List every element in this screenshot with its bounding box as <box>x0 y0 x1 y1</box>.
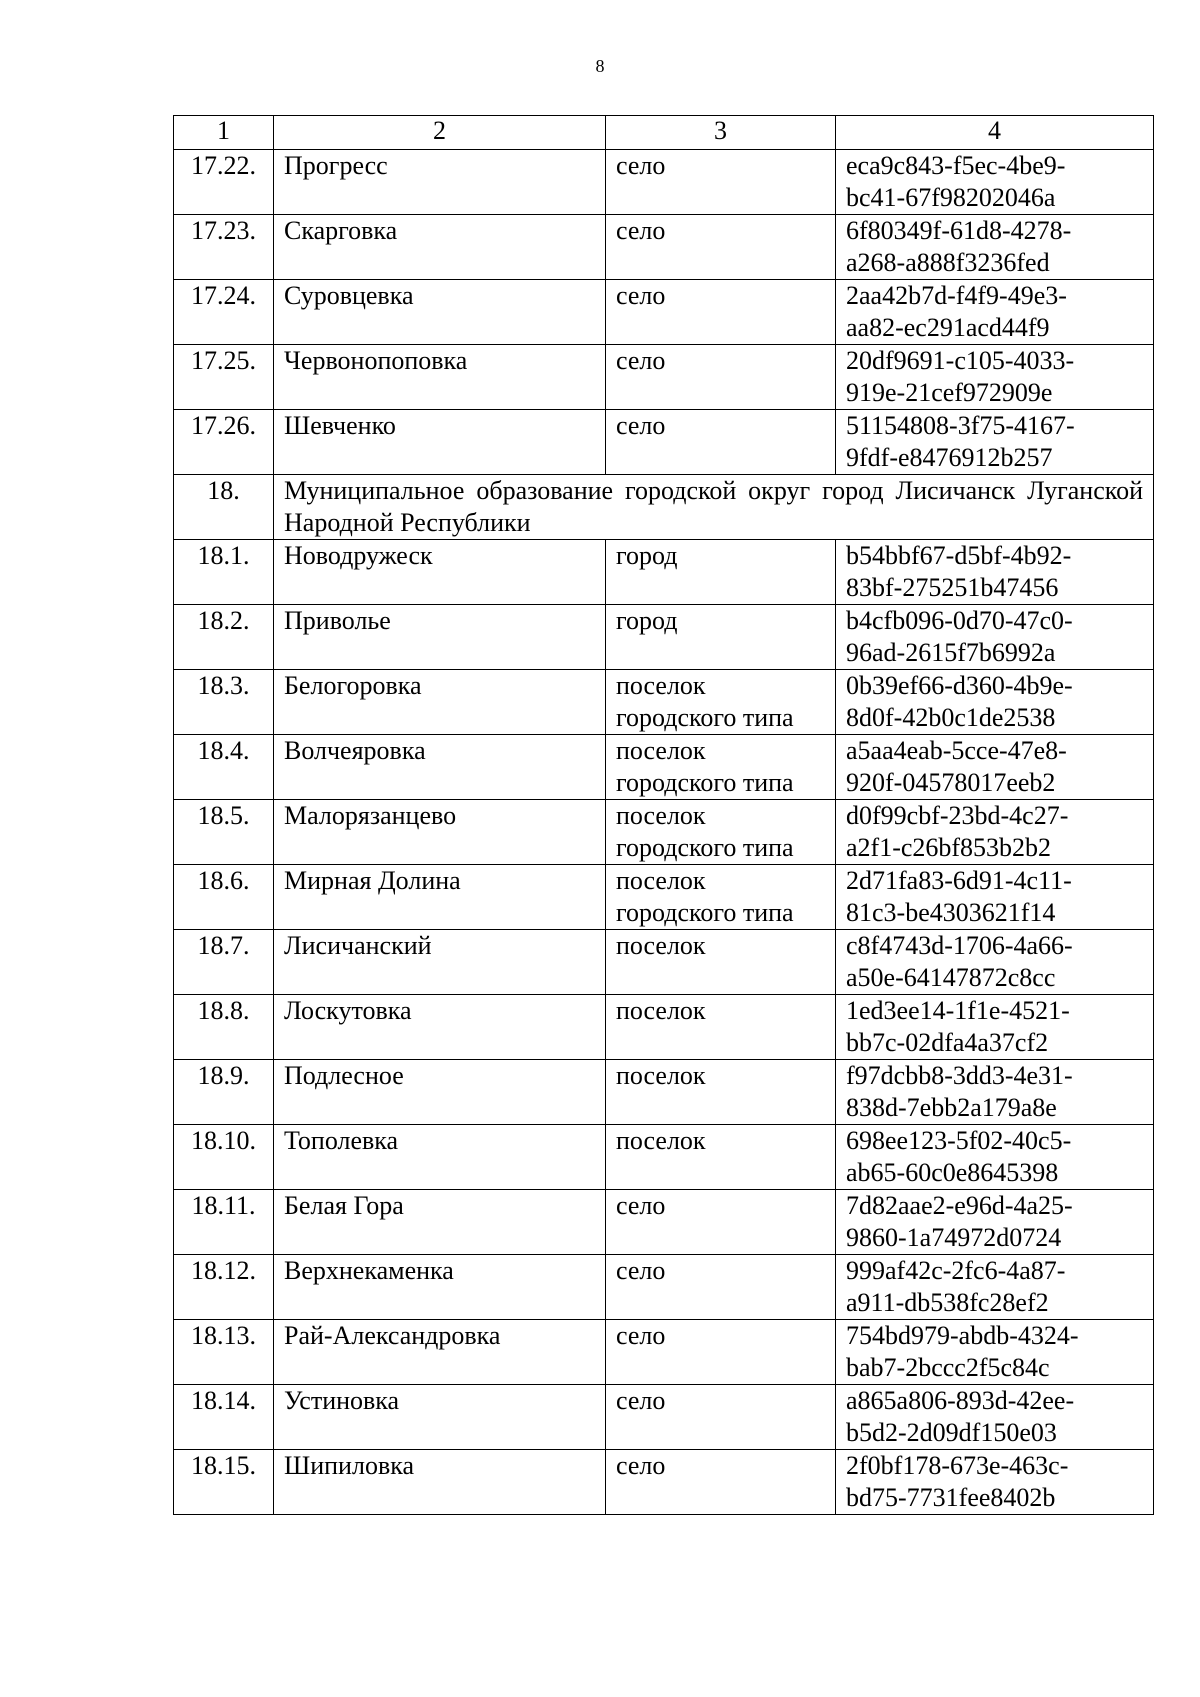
settlement-name: Мирная Долина <box>274 865 606 930</box>
row-number: 18.11. <box>174 1190 274 1255</box>
settlement-guid <box>836 930 1154 995</box>
settlement-guid <box>836 735 1154 800</box>
settlement-type: поселок городского типа <box>606 800 836 865</box>
guid-line-1: b4cfb096-0d70-47c0- <box>846 606 1073 635</box>
table-row <box>174 865 1154 930</box>
row-number: 18.2. <box>174 605 274 670</box>
settlement-guid <box>836 800 1154 865</box>
row-number: 17.26. <box>174 410 274 475</box>
settlement-guid <box>836 280 1154 345</box>
row-number: 18.15. <box>174 1450 274 1515</box>
row-number: 18.6. <box>174 865 274 930</box>
settlement-type: село <box>606 215 836 280</box>
settlement-name: Рай-Александровка <box>274 1320 606 1385</box>
settlement-type: поселок <box>606 1060 836 1125</box>
guid-line-1: 20df9691-c105-4033- <box>846 346 1075 375</box>
row-number: 18.14. <box>174 1385 274 1450</box>
table-row <box>174 410 1154 475</box>
table-row <box>174 1255 1154 1320</box>
settlement-name: Тополевка <box>274 1125 606 1190</box>
settlement-guid <box>836 605 1154 670</box>
settlement-type: город <box>606 605 836 670</box>
settlement-type: город <box>606 540 836 605</box>
table-row <box>174 735 1154 800</box>
guid-line-1: 754bd979-abdb-4324- <box>846 1321 1079 1350</box>
guid-line-2: 838d-7ebb2a179a8e <box>846 1093 1057 1122</box>
settlement-guid <box>836 1255 1154 1320</box>
guid-line-1: f97dcbb8-3dd3-4e31- <box>846 1061 1073 1090</box>
settlement-name: Лисичанский <box>274 930 606 995</box>
settlement-type: село <box>606 410 836 475</box>
settlement-name: Новодружеск <box>274 540 606 605</box>
guid-line-1: eca9c843-f5ec-4be9- <box>846 151 1066 180</box>
section-number: 18. <box>174 475 274 540</box>
settlement-name: Червонопоповка <box>274 345 606 410</box>
guid-line-1: 0b39ef66-d360-4b9e- <box>846 671 1073 700</box>
guid-line-1: 999af42c-2fc6-4a87- <box>846 1256 1066 1285</box>
settlement-guid <box>836 995 1154 1060</box>
settlement-name: Подлесное <box>274 1060 606 1125</box>
settlement-name: Лоскутовка <box>274 995 606 1060</box>
guid-line-2: a911-db538fc28ef2 <box>846 1288 1049 1317</box>
settlement-name: Прогресс <box>274 150 606 215</box>
row-number: 17.24. <box>174 280 274 345</box>
guid-line-2: 9860-1a74972d0724 <box>846 1223 1062 1252</box>
settlement-type: село <box>606 1255 836 1320</box>
row-number: 17.25. <box>174 345 274 410</box>
settlement-guid <box>836 1125 1154 1190</box>
settlement-name: Скарговка <box>274 215 606 280</box>
guid-line-2: ab65-60c0e8645398 <box>846 1158 1059 1187</box>
guid-line-2: 919e-21cef972909e <box>846 378 1053 407</box>
row-number: 18.4. <box>174 735 274 800</box>
guid-line-1: a5aa4eab-5cce-47e8- <box>846 736 1067 765</box>
guid-line-2: bd75-7731fee8402b <box>846 1483 1056 1512</box>
settlement-guid <box>836 865 1154 930</box>
settlement-guid <box>836 540 1154 605</box>
column-header-2: 2 <box>274 116 606 150</box>
guid-line-2: 83bf-275251b47456 <box>846 573 1059 602</box>
settlement-name: Верхнекаменка <box>274 1255 606 1320</box>
guid-line-2: bc41-67f98202046a <box>846 183 1056 212</box>
table-header-row <box>174 116 1154 150</box>
table-row <box>174 670 1154 735</box>
settlement-guid <box>836 1450 1154 1515</box>
guid-line-1: a865a806-893d-42ee- <box>846 1386 1075 1415</box>
settlement-name: Шипиловка <box>274 1450 606 1515</box>
guid-line-1: 698ee123-5f02-40c5- <box>846 1126 1072 1155</box>
row-number: 17.23. <box>174 215 274 280</box>
row-number: 18.7. <box>174 930 274 995</box>
settlement-type: село <box>606 345 836 410</box>
settlement-name: Малорязанцево <box>274 800 606 865</box>
table-row <box>174 215 1154 280</box>
settlement-name: Устиновка <box>274 1385 606 1450</box>
guid-line-1: 2f0bf178-673e-463c- <box>846 1451 1069 1480</box>
guid-line-2: aa82-ec291acd44f9 <box>846 313 1050 342</box>
guid-line-1: 2aa42b7d-f4f9-49e3- <box>846 281 1067 310</box>
table-row <box>174 1450 1154 1515</box>
guid-line-2: 920f-04578017eeb2 <box>846 768 1056 797</box>
settlement-type: поселок городского типа <box>606 865 836 930</box>
settlement-name: Шевченко <box>274 410 606 475</box>
table-row <box>174 800 1154 865</box>
table-row <box>174 1385 1154 1450</box>
column-header-1: 1 <box>174 116 274 150</box>
table-row <box>174 1125 1154 1190</box>
guid-line-2: bb7c-02dfa4a37cf2 <box>846 1028 1049 1057</box>
settlement-name: Белогоровка <box>274 670 606 735</box>
guid-line-2: 81c3-be4303621f14 <box>846 898 1056 927</box>
table-row <box>174 150 1154 215</box>
guid-line-2: a2f1-c26bf853b2b2 <box>846 833 1052 862</box>
settlement-guid <box>836 670 1154 735</box>
guid-line-1: 6f80349f-61d8-4278- <box>846 216 1072 245</box>
row-number: 18.10. <box>174 1125 274 1190</box>
table-row <box>174 995 1154 1060</box>
guid-line-2: a268-a888f3236fed <box>846 248 1050 277</box>
table-row <box>174 280 1154 345</box>
guid-line-1: 7d82aae2-e96d-4a25- <box>846 1191 1073 1220</box>
settlement-type: поселок <box>606 1125 836 1190</box>
settlement-type: поселок <box>606 930 836 995</box>
row-number: 17.22. <box>174 150 274 215</box>
column-header-4: 4 <box>836 116 1154 150</box>
row-number: 18.12. <box>174 1255 274 1320</box>
section-row <box>174 475 1154 540</box>
guid-line-1: 51154808-3f75-4167- <box>846 411 1075 440</box>
table-row <box>174 1190 1154 1255</box>
settlement-guid <box>836 1320 1154 1385</box>
settlement-type: поселок <box>606 995 836 1060</box>
guid-line-1: 1ed3ee14-1f1e-4521- <box>846 996 1070 1025</box>
guid-line-2: b5d2-2d09df150e03 <box>846 1418 1057 1447</box>
table-row <box>174 930 1154 995</box>
column-header-3: 3 <box>606 116 836 150</box>
settlements-table <box>173 115 1154 1515</box>
settlement-type: поселок городского типа <box>606 670 836 735</box>
settlement-guid <box>836 1060 1154 1125</box>
guid-line-1: 2d71fa83-6d91-4c11- <box>846 866 1072 895</box>
guid-line-2: 8d0f-42b0c1de2538 <box>846 703 1056 732</box>
settlement-type: поселок городского типа <box>606 735 836 800</box>
row-number: 18.5. <box>174 800 274 865</box>
settlement-type: село <box>606 280 836 345</box>
settlement-name: Белая Гора <box>274 1190 606 1255</box>
settlement-name: Волчеяровка <box>274 735 606 800</box>
table-row <box>174 1060 1154 1125</box>
row-number: 18.3. <box>174 670 274 735</box>
guid-line-1: c8f4743d-1706-4a66- <box>846 931 1073 960</box>
guid-line-1: d0f99cbf-23bd-4c27- <box>846 801 1069 830</box>
row-number: 18.1. <box>174 540 274 605</box>
table-body <box>174 116 1154 1515</box>
guid-line-2: a50e-64147872c8cc <box>846 963 1056 992</box>
settlement-type: село <box>606 1190 836 1255</box>
guid-line-2: 96ad-2615f7b6992a <box>846 638 1056 667</box>
guid-line-2: 9fdf-e8476912b257 <box>846 443 1053 472</box>
guid-line-1: b54bbf67-d5bf-4b92- <box>846 541 1072 570</box>
settlement-type: село <box>606 1450 836 1515</box>
row-number: 18.8. <box>174 995 274 1060</box>
table-row <box>174 1320 1154 1385</box>
settlement-guid <box>836 215 1154 280</box>
settlement-guid <box>836 345 1154 410</box>
guid-line-2: bab7-2bccc2f5c84c <box>846 1353 1050 1382</box>
row-number: 18.13. <box>174 1320 274 1385</box>
row-number: 18.9. <box>174 1060 274 1125</box>
settlement-guid <box>836 150 1154 215</box>
settlement-name: Суровцевка <box>274 280 606 345</box>
table-row <box>174 605 1154 670</box>
section-title: Муниципальное образование городской округ город Лисичанск Луганской Народной Республики <box>274 475 1154 540</box>
settlement-name: Привольe <box>274 605 606 670</box>
page-number: 8 <box>595 56 605 76</box>
table-row <box>174 345 1154 410</box>
settlement-type: село <box>606 1320 836 1385</box>
settlement-guid <box>836 1385 1154 1450</box>
settlement-guid <box>836 410 1154 475</box>
settlement-guid <box>836 1190 1154 1255</box>
table-row <box>174 540 1154 605</box>
settlement-type: село <box>606 150 836 215</box>
settlement-type: село <box>606 1385 836 1450</box>
